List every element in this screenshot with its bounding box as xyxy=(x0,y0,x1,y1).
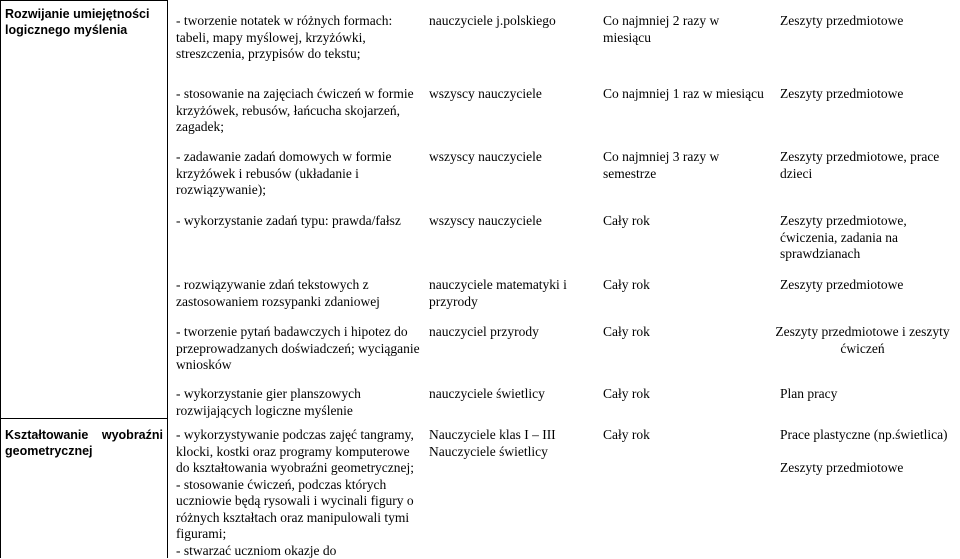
activity-cell: - wykorzystanie zadań typu: prawda/fałsz xyxy=(176,213,401,228)
when-cell: Co najmniej 1 raz w miesiącu xyxy=(603,86,764,101)
when-cell: Cały rok xyxy=(603,324,650,339)
when-cell: Cały rok xyxy=(603,213,650,228)
who-cell: wszyscy nauczyciele xyxy=(429,213,542,228)
activity-cell: - wykorzystywanie podczas zajęć tangramy, klocki, kostki oraz programy komputerowe do kształtowania wyobraźni geometrycznej; - stosowanie ćwiczeń, podczas których uczniowie będą rysowali i wycinali figury o różnych kształtach oraz manipulowali tymi figurami; - stwarzać uczniom okazje do xyxy=(176,427,415,558)
when-cell: Cały rok xyxy=(603,427,650,442)
evidence-cell: Zeszyty przedmiotowe xyxy=(780,13,904,28)
activity-cell: - rozwiązywanie zdań tekstowych z zastosowaniem rozsypanki zdaniowej xyxy=(176,277,380,309)
table-border-top xyxy=(0,0,168,1)
who-cell: Nauczyciele klas I – III Nauczyciele świetlicy xyxy=(429,427,556,459)
when-cell: Co najmniej 2 razy w miesiącu xyxy=(603,13,720,45)
activity-cell: - wykorzystanie gier planszowych rozwijających logiczne myślenie xyxy=(176,386,361,418)
evidence-cell: Plan pracy xyxy=(780,386,838,401)
section-divider xyxy=(0,418,168,419)
evidence-cell: Zeszyty przedmiotowe, prace dzieci xyxy=(780,149,940,181)
section-title: Kształtowanie wyobraźni geometrycznej xyxy=(5,428,163,458)
activity-cell: - tworzenie notatek w różnych formach: tabeli, mapy myślowej, krzyżówki, streszczenia, przypisów do tekstu; xyxy=(176,13,393,61)
who-cell: nauczyciele świetlicy xyxy=(429,386,545,401)
who-cell: nauczyciele j.polskiego xyxy=(429,13,556,28)
who-cell: nauczyciel przyrody xyxy=(429,324,539,339)
section-title: Rozwijanie umiejętności logicznego myślenia xyxy=(5,7,150,37)
evidence-cell: Zeszyty przedmiotowe xyxy=(780,277,904,292)
table-border-left xyxy=(0,0,1,558)
who-cell: wszyscy nauczyciele xyxy=(429,149,542,164)
activity-cell: - stosowanie na zajęciach ćwiczeń w formie krzyżówek, rebusów, łańcucha skojarzeń, zagadek; xyxy=(176,86,414,134)
who-cell: wszyscy nauczyciele xyxy=(429,86,542,101)
evidence-cell: Zeszyty przedmiotowe i zeszyty ćwiczeń xyxy=(775,324,950,356)
table-border-section xyxy=(167,0,168,558)
activity-cell: - tworzenie pytań badawczych i hipotez do przeprowadzanych doświadczeń; wyciąganie wniosków xyxy=(176,324,420,372)
activity-cell: - zadawanie zadań domowych w formie krzyżówek i rebusów (układanie i rozwiązywanie); xyxy=(176,149,392,197)
evidence-cell: Zeszyty przedmiotowe xyxy=(780,86,904,101)
evidence-cell: Prace plastyczne (np.świetlica) Zeszyty przedmiotowe xyxy=(780,427,948,475)
when-cell: Co najmniej 3 razy w semestrze xyxy=(603,149,720,181)
when-cell: Cały rok xyxy=(603,386,650,401)
evidence-cell: Zeszyty przedmiotowe, ćwiczenia, zadania na sprawdzianach xyxy=(780,213,907,261)
who-cell: nauczyciele matematyki i przyrody xyxy=(429,277,567,309)
when-cell: Cały rok xyxy=(603,277,650,292)
